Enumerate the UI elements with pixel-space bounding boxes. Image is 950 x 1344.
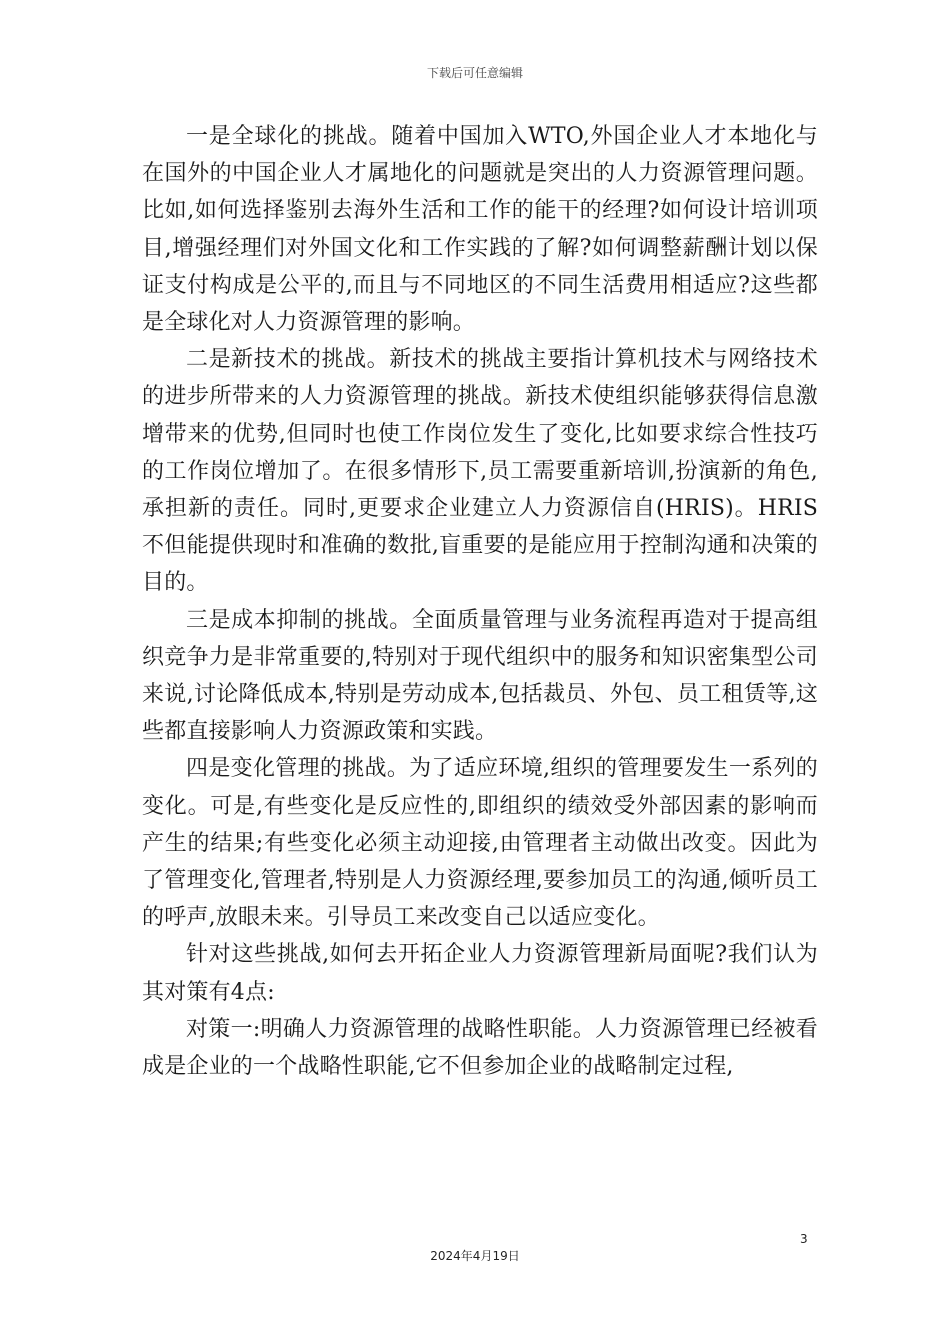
paragraph-globalization-challenge: 一是全球化的挑战。随着中国加入WTO,外国企业人才本地化与在国外的中国企业人才属地化的问题就是突出的人力资源管理问题。比如,如何选择鉴别去海外生活和工作的能干的经理?如何设计培训项目,增强经理们对外国文化和工作实践的了解?如何调整薪酬计划以保证支付构成是公平的,而且与不同地区的不同生活费用相适应?这些都是全球化对人力资源管理的影响。 (142, 124, 818, 336)
paragraph-countermeasure-one: 对策一:明确人力资源管理的战略性职能。人力资源管理已经被看成是企业的一个战略性职能,它不但参加企业的战略制定过程, (142, 1016, 818, 1080)
paragraph-countermeasures-intro: 针对这些挑战,如何去开拓企业人力资源管理新局面呢?我们认为其对策有4点: (142, 942, 818, 1005)
footer-date: 2024年4月19日 (430, 1249, 520, 1263)
page-header: 下载后可任意编辑 (426, 66, 523, 80)
paragraph-change-management-challenge: 四是变化管理的挑战。为了适应环境,组织的管理要发生一系列的变化。可是,有些变化是反应性的,即组织的绩效受外部因素的影响而产生的结果;有些变化必须主动迎接,由管理者主动做出改变。因此为了管理变化,管理者,特别是人力资源经理,要参加员工的沟通,倾听员工的呼声,放眼未来。引导员工来改变自己以适应变化。 (142, 756, 818, 931)
paragraph-cost-control-challenge: 三是成本抑制的挑战。全面质量管理与业务流程再造对于提高组织竞争力是非常重要的,特别对于现代组织中的服务和知识密集型公司来说,讨论降低成本,特别是劳动成本,包括裁员、外包、员工租赁等,这些都直接影响人力资源政策和实践。 (142, 607, 818, 745)
page-number: 3 (800, 1232, 808, 1246)
document-body (142, 118, 818, 1085)
paragraph-new-technology-challenge: 二是新技术的挑战。新技术的挑战主要指计算机技术与网络技术的进步所带来的人力资源管理的挑战。新技术使组织能够获得信息激增带来的优势,但同时也使工作岗位发生了变化,比如要求综合性技巧的工作岗位增加了。在很多情形下,员工需要重新培训,扮演新的角色,承担新的责任。同时,更要求企业建立人力资源信自(HRIS)。HRIS不但能提供现时和准确的数批,盲重要的是能应用于控制沟通和决策的目的。 (142, 347, 818, 596)
